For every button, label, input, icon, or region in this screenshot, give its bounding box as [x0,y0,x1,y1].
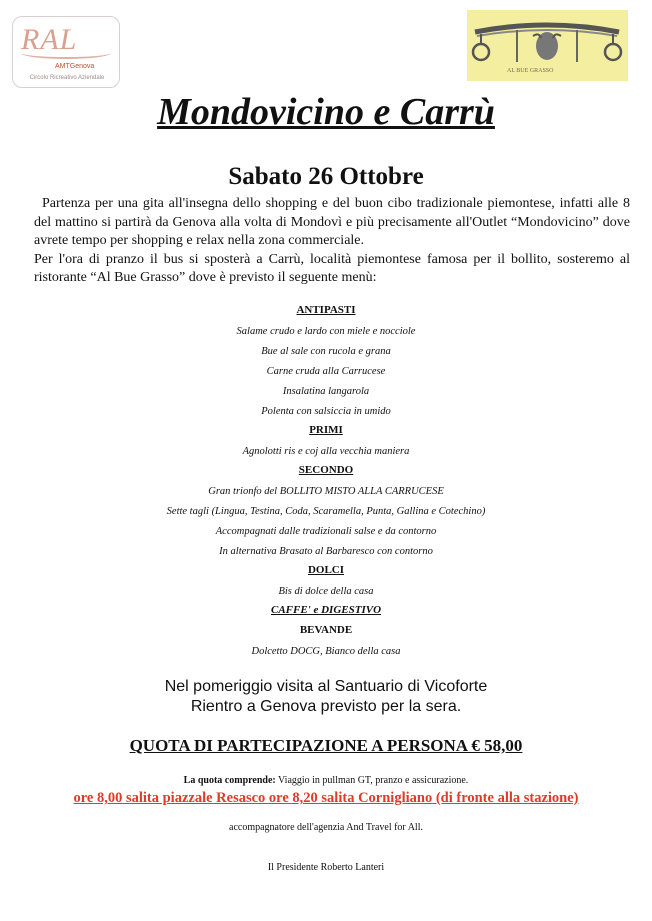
menu-heading-secondo: SECONDO [298,464,354,476]
menu-heading-caffe: CAFFE' e DIGESTIVO [270,604,382,616]
menu-item: Accompagnati dalle tradizionali salse e da contorno [215,526,437,537]
logo-caption: Circolo Ricreativo Aziendale [29,75,105,81]
restaurant-logo [467,10,628,81]
president-signature: Il Presidente Roberto Lanteri [267,862,385,873]
pickup-times: ore 8,00 salita piazzale Resasco ore 8,20 salita Cornigliano (di fronte alla stazione) [73,790,579,806]
page-title: Mondovicino e Carrù [157,91,495,133]
menu-item: Agnolotti ris e coj alla vecchia maniera [242,446,410,457]
afternoon-info [0,677,652,717]
menu-heading-antipasti: ANTIPASTI [296,304,356,316]
intro-paragraph-2: Per l'ora di pranzo il bus si sposterà a Carrù, località piemontese famosa per il bollito, sosteremo al ristorante “Al Bue Grasso” dove è previsto il seguente menù: [34,251,630,285]
quota-includes [0,775,652,786]
menu-heading-dolci: DOLCI [307,564,345,576]
menu-item: In alternativa Brasato al Barbaresco con contorno [219,546,433,557]
menu-heading-primi: PRIMI [309,424,343,436]
logo-brand: RAL [21,23,78,56]
cral-logo [12,16,120,88]
quota-includes-label: La quota comprende: [183,775,276,786]
menu-item: Bue al sale con rucola e grana [261,346,391,357]
logo-sub: AMTGenova [55,63,95,70]
afternoon-line-1: Nel pomeriggio visita al Santuario di Vicoforte [164,678,488,695]
intro-paragraph-1: Partenza per una gita all'insegna dello shopping e del buon cibo tradizionale piemontese, infatti alle 8 del mattino si partirà da Genova alla volta di Mondovì e più precisamente all'Outlet “Mondovicino” dove avrete tempo per shopping e relax nella zona commerciale. [34,196,630,248]
menu-item: Bis di dolce della casa [278,586,374,597]
restaurant-logo-caption: AL BUE GRASSO [507,68,554,74]
menu-item: Carne cruda alla Carrucese [266,366,386,377]
quota-includes-text: Viaggio in pullman GT, pranzo e assicurazione. [275,775,469,786]
afternoon-line-2: Rientro a Genova previsto per la sera. [190,698,462,715]
menu [0,302,652,662]
menu-item: Dolcetto DOCG, Bianco della casa [251,646,401,657]
guide-info: accompagnatore dell'agenzia And Travel for All. [229,822,423,833]
intro-text [34,195,630,288]
price-quota: QUOTA DI PARTECIPAZIONE A PERSONA € 58,00 [129,736,523,755]
event-date: Sabato 26 Ottobre [228,163,424,190]
menu-item: Gran trionfo del BOLLITO MISTO ALLA CARRUCESE [208,486,444,497]
menu-item: Polenta con salsiccia in umido [261,406,391,417]
menu-heading-bevande: BEVANDE [299,624,353,636]
menu-item: Insalatina langarola [282,386,370,397]
menu-item: Salame crudo e lardo con miele e nocciole [236,326,416,337]
menu-item: Sette tagli (Lingua, Testina, Coda, Scaramella, Punta, Gallina e Cotechino) [166,506,486,517]
logo-arc [21,47,111,59]
